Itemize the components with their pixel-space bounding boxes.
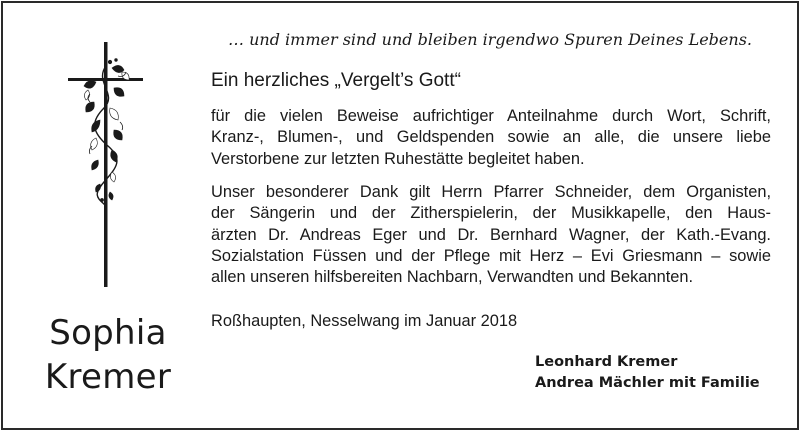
text-line: für die vielen Beweise aufrichtiger Anteilnahme durch Wort, Schrift, xyxy=(211,107,771,125)
text-line: Kranz-, Blumen-, und Geldspenden sowie an alle, die unsere liebe xyxy=(211,128,771,147)
text-line: Unser besonderer Dank gilt Herrn Pfarrer Schneider, dem Organisten, xyxy=(211,183,771,201)
signers xyxy=(535,352,760,394)
text-line: Sozialstation Füssen und der Pflege mit Herz – Evi Griesmann – sowie xyxy=(211,246,771,265)
text-line: allen unseren hilfsbereiten Nachbarn, Verwandten und Bekannten. xyxy=(211,268,694,287)
thanks-paragraph-2 xyxy=(211,182,771,288)
text-line: ärzten Dr. Andreas Eger und Dr. Bernhard Wagner, der Kath.-Evang. xyxy=(211,225,771,244)
text-line: Verstorbene zur letzten Ruhestätte begleitet haben. xyxy=(211,149,585,168)
signer-name: Andrea Mächler mit Familie xyxy=(535,375,760,391)
thanks-heading: Ein herzliches „Vergelt’s Gott“ xyxy=(211,70,461,91)
cross-with-ivy-icon xyxy=(64,42,154,296)
thanks-paragraph-1 xyxy=(211,106,771,170)
signer-name: Leonhard Kremer xyxy=(535,354,678,370)
place-and-date: Roßhaupten, Nesselwang im Januar 2018 xyxy=(211,312,518,330)
deceased-first-name: Sophia xyxy=(49,313,167,353)
deceased-last-name: Kremer xyxy=(44,357,172,397)
text-line: der Sängerin und der Zitherspielerin, der Musikkapelle, den Haus- xyxy=(211,204,771,223)
motto-quote: … und immer sind und bleiben irgendwo Spuren Deines Lebens. xyxy=(228,30,752,49)
